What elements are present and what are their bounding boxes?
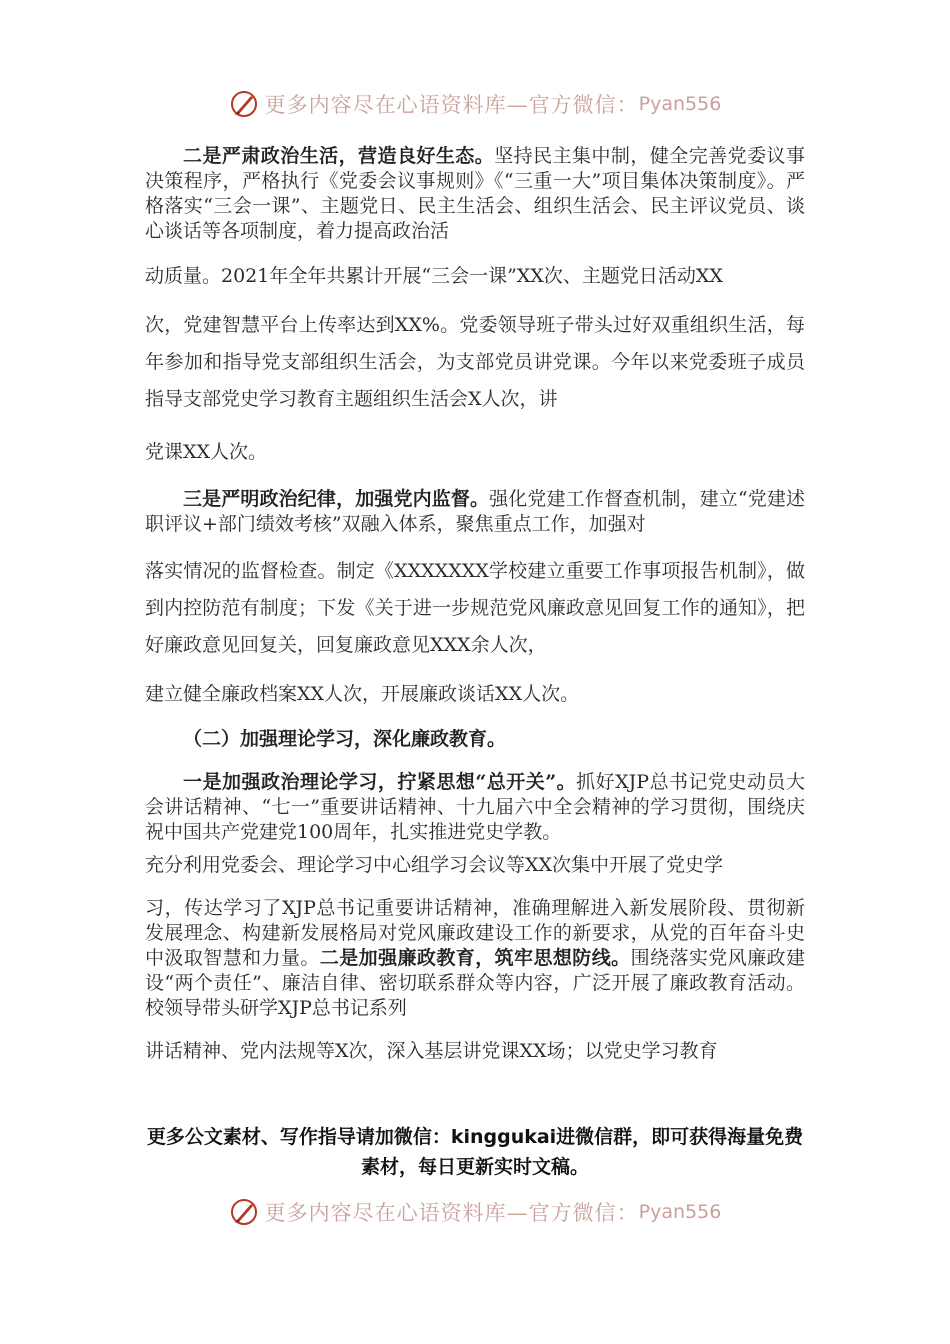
banner-text: 更多内容尽在心语资料库—官方微信：	[264, 93, 639, 117]
paragraph: 党课XX人次。	[145, 441, 268, 463]
banner-text: 更多内容尽在心语资料库—官方微信：	[264, 1201, 639, 1225]
paragraph: 充分利用党委会、理论学习中心组学习会议等XX次集中开展了党史学	[145, 854, 724, 876]
banner-wechat-id: Pyan556	[638, 1201, 722, 1223]
paragraph: 一是加强政治理论学习，拧紧思想“总开关”。抓好XJP总书记党史动员大会讲话精神、“七一”重要讲话精神、十九届六中全会精神的学习贯彻，围绕庆祝中国共产党建党100周年，扎实推进党史学教。	[145, 771, 806, 843]
paragraph: 次，党建智慧平台上传率达到XX%。党委领导班子带头过好双重组织生活，每年参加和指导党支部组织生活会，为支部党员讲党课。今年以来党委班子成员指导支部党史学习教育主题组织生活会X人次，讲	[145, 314, 805, 410]
section-heading: （二）加强理论学习，深化廉政教育。	[183, 728, 507, 750]
paragraph: 动质量。2021年全年共累计开展“三会一课”XX次、主题党日活动XX	[145, 265, 723, 287]
pen-logo-icon	[229, 1197, 259, 1227]
footer-banner	[0, 1192, 950, 1232]
header-banner	[0, 84, 950, 124]
paragraph: 二是严肃政治生活，营造良好生态。坚持民主集中制，健全完善党委议事决策程序，严格执行《党委会议事规则》《“三重一大”项目集体决策制度》。严格落实“三会一课”、主题党日、民主生活会、组织生活会、民主评议党员、谈心谈话等各项制度，着力提高政治活	[145, 145, 805, 242]
pen-logo-icon	[229, 89, 259, 119]
paragraph-lead: 一是加强政治理论学习，拧紧思想“总开关”。	[183, 771, 577, 793]
paragraph-lead: 三是严明政治纪律，加强党内监督。	[183, 488, 490, 510]
document-body	[145, 140, 805, 1064]
paragraph: 三是严明政治纪律，加强党内监督。强化党建工作督查机制，建立“党建述职评议+部门绩效考核”双融入体系，聚焦重点工作，加强对	[145, 488, 805, 535]
paragraph: 习，传达学习了XJP总书记重要讲话精神，准确理解进入新发展阶段、贯彻新发展理念、构建新发展格局对党风廉政建设工作的新要求，从党的百年奋斗史中汲取智慧和力量。二是加强廉政教育，筑牢思想防线。围绕落实党风廉政建设“两个责任”、廉洁自律、密切联系群众等内容，广泛开展了廉政教育活动。校领导带头研学XJP总书记系列	[145, 897, 805, 1019]
promo-notice: 更多公文素材、写作指导请加微信：kinggukai进微信群，即可获得海量免费素材，每日更新实时文稿。	[146, 1126, 804, 1178]
banner-wechat-id: Pyan556	[638, 93, 722, 115]
paragraph-lead: 二是严肃政治生活，营造良好生态。	[183, 145, 495, 167]
paragraph: 落实情况的监督检查。制定《XXXXXXX学校建立重要工作事项报告机制》，做到内控防范有制度；下发《关于进一步规范党风廉政意见回复工作的通知》，把好廉政意见回复关，回复廉政意见XXX余人次，	[145, 560, 805, 656]
paragraph: 讲话精神、党内法规等X次，深入基层讲党课XX场；以党史学习教育	[145, 1040, 718, 1062]
paragraph-lead: 二是加强廉政教育，筑牢思想防线。	[319, 947, 631, 969]
paragraph: 建立健全廉政档案XX人次，开展廉政谈话XX人次。	[145, 683, 580, 705]
